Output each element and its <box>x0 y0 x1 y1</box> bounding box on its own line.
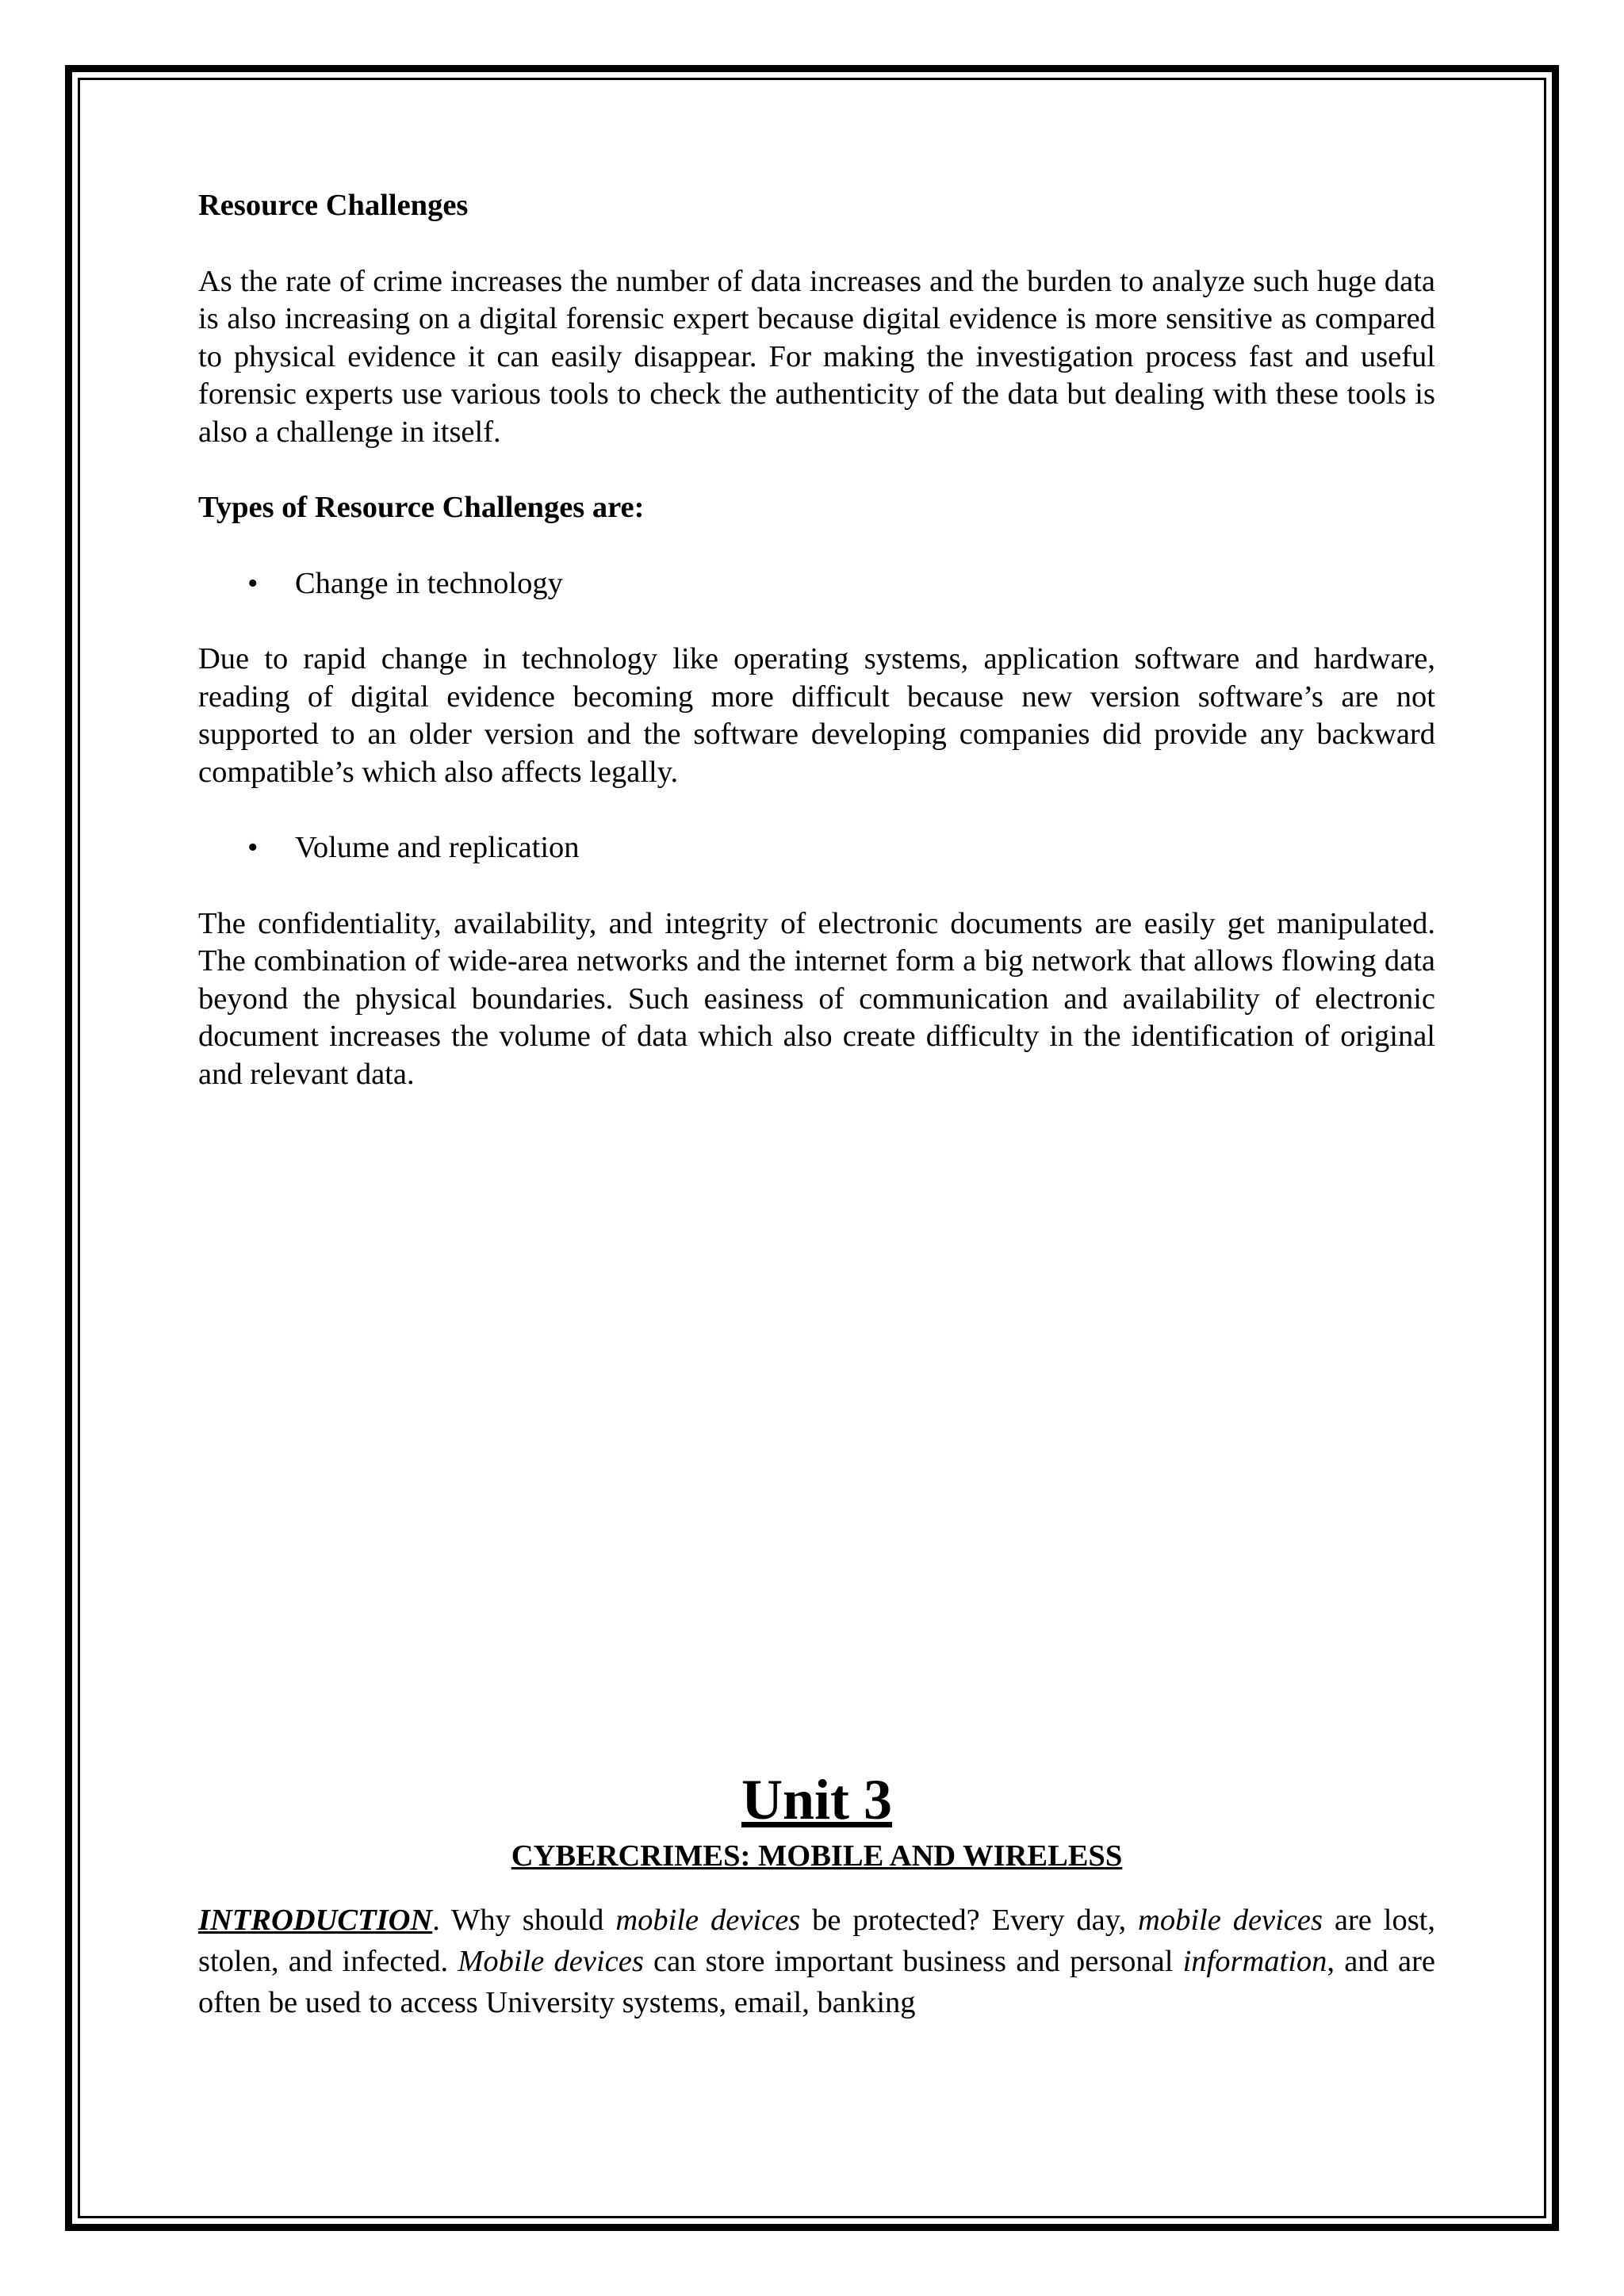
unit-title: Unit 3 <box>741 1768 893 1831</box>
bullet-item-volume-and-replication <box>198 829 1435 867</box>
main-content <box>198 187 1435 1093</box>
types-heading: Types of Resource Challenges are: <box>198 491 645 524</box>
intro-paragraph: As the rate of crime increases the number of data increases and the burden to analyze such huge data is also increasing on a digital forensic expert because digital evidence is more sensitive as compared to physical evidence it can easily disappear. For making the investigation process fast and useful forensic experts use various tools to check the authenticity of the data but dealing with these tools is also a challenge in itself. <box>198 264 1435 449</box>
unit-header <box>198 1768 1435 1876</box>
bullet-item-change-in-technology <box>198 565 1435 603</box>
introduction-emphasis-4: information <box>1182 1945 1327 1978</box>
bullet-label: Change in technology <box>295 566 563 600</box>
unit-subtitle: CYBERCRIMES: MOBILE AND WIRELESS <box>511 1839 1123 1873</box>
bullet-icon: • <box>247 566 259 600</box>
volume-paragraph: The confidentiality, availability, and integrity of electronic documents are easily get manipulated. The combination of wide-area networks and the internet form a big network that allows flowing data beyond the physical boundaries. Such easiness of communication and availability of electronic document increases the volume of data which also create difficulty in the identification of original and relevant data. <box>198 906 1435 1091</box>
bullet-icon: • <box>247 831 259 864</box>
introduction-text-5: , and are often be used to access University systems, email, banking <box>198 1945 1435 2019</box>
technology-paragraph: Due to rapid change in technology like operating systems, application software and hardware, reading of digital evidence becoming more difficult because new version software’s are not supported to an older version and the software developing companies did provide any backward compatible’s which also affects legally. <box>198 642 1435 789</box>
introduction-text-4: can store important business and personal <box>643 1945 1183 1978</box>
introduction-emphasis-2: mobile devices <box>1138 1904 1323 1937</box>
introduction-emphasis-1: mobile devices <box>615 1904 801 1937</box>
introduction-text-3: are lost, stolen, and infected. <box>198 1904 1436 1978</box>
section-heading: Resource Challenges <box>198 189 469 222</box>
introduction-text-2: be protected? Every day, <box>800 1904 1139 1937</box>
bullet-label: Volume and replication <box>295 831 580 864</box>
introduction-text-1: . Why should <box>432 1904 616 1937</box>
introduction-label: INTRODUCTION <box>198 1904 433 1937</box>
introduction-emphasis-3: Mobile devices <box>458 1945 644 1978</box>
introduction-paragraph <box>198 1900 1435 2023</box>
